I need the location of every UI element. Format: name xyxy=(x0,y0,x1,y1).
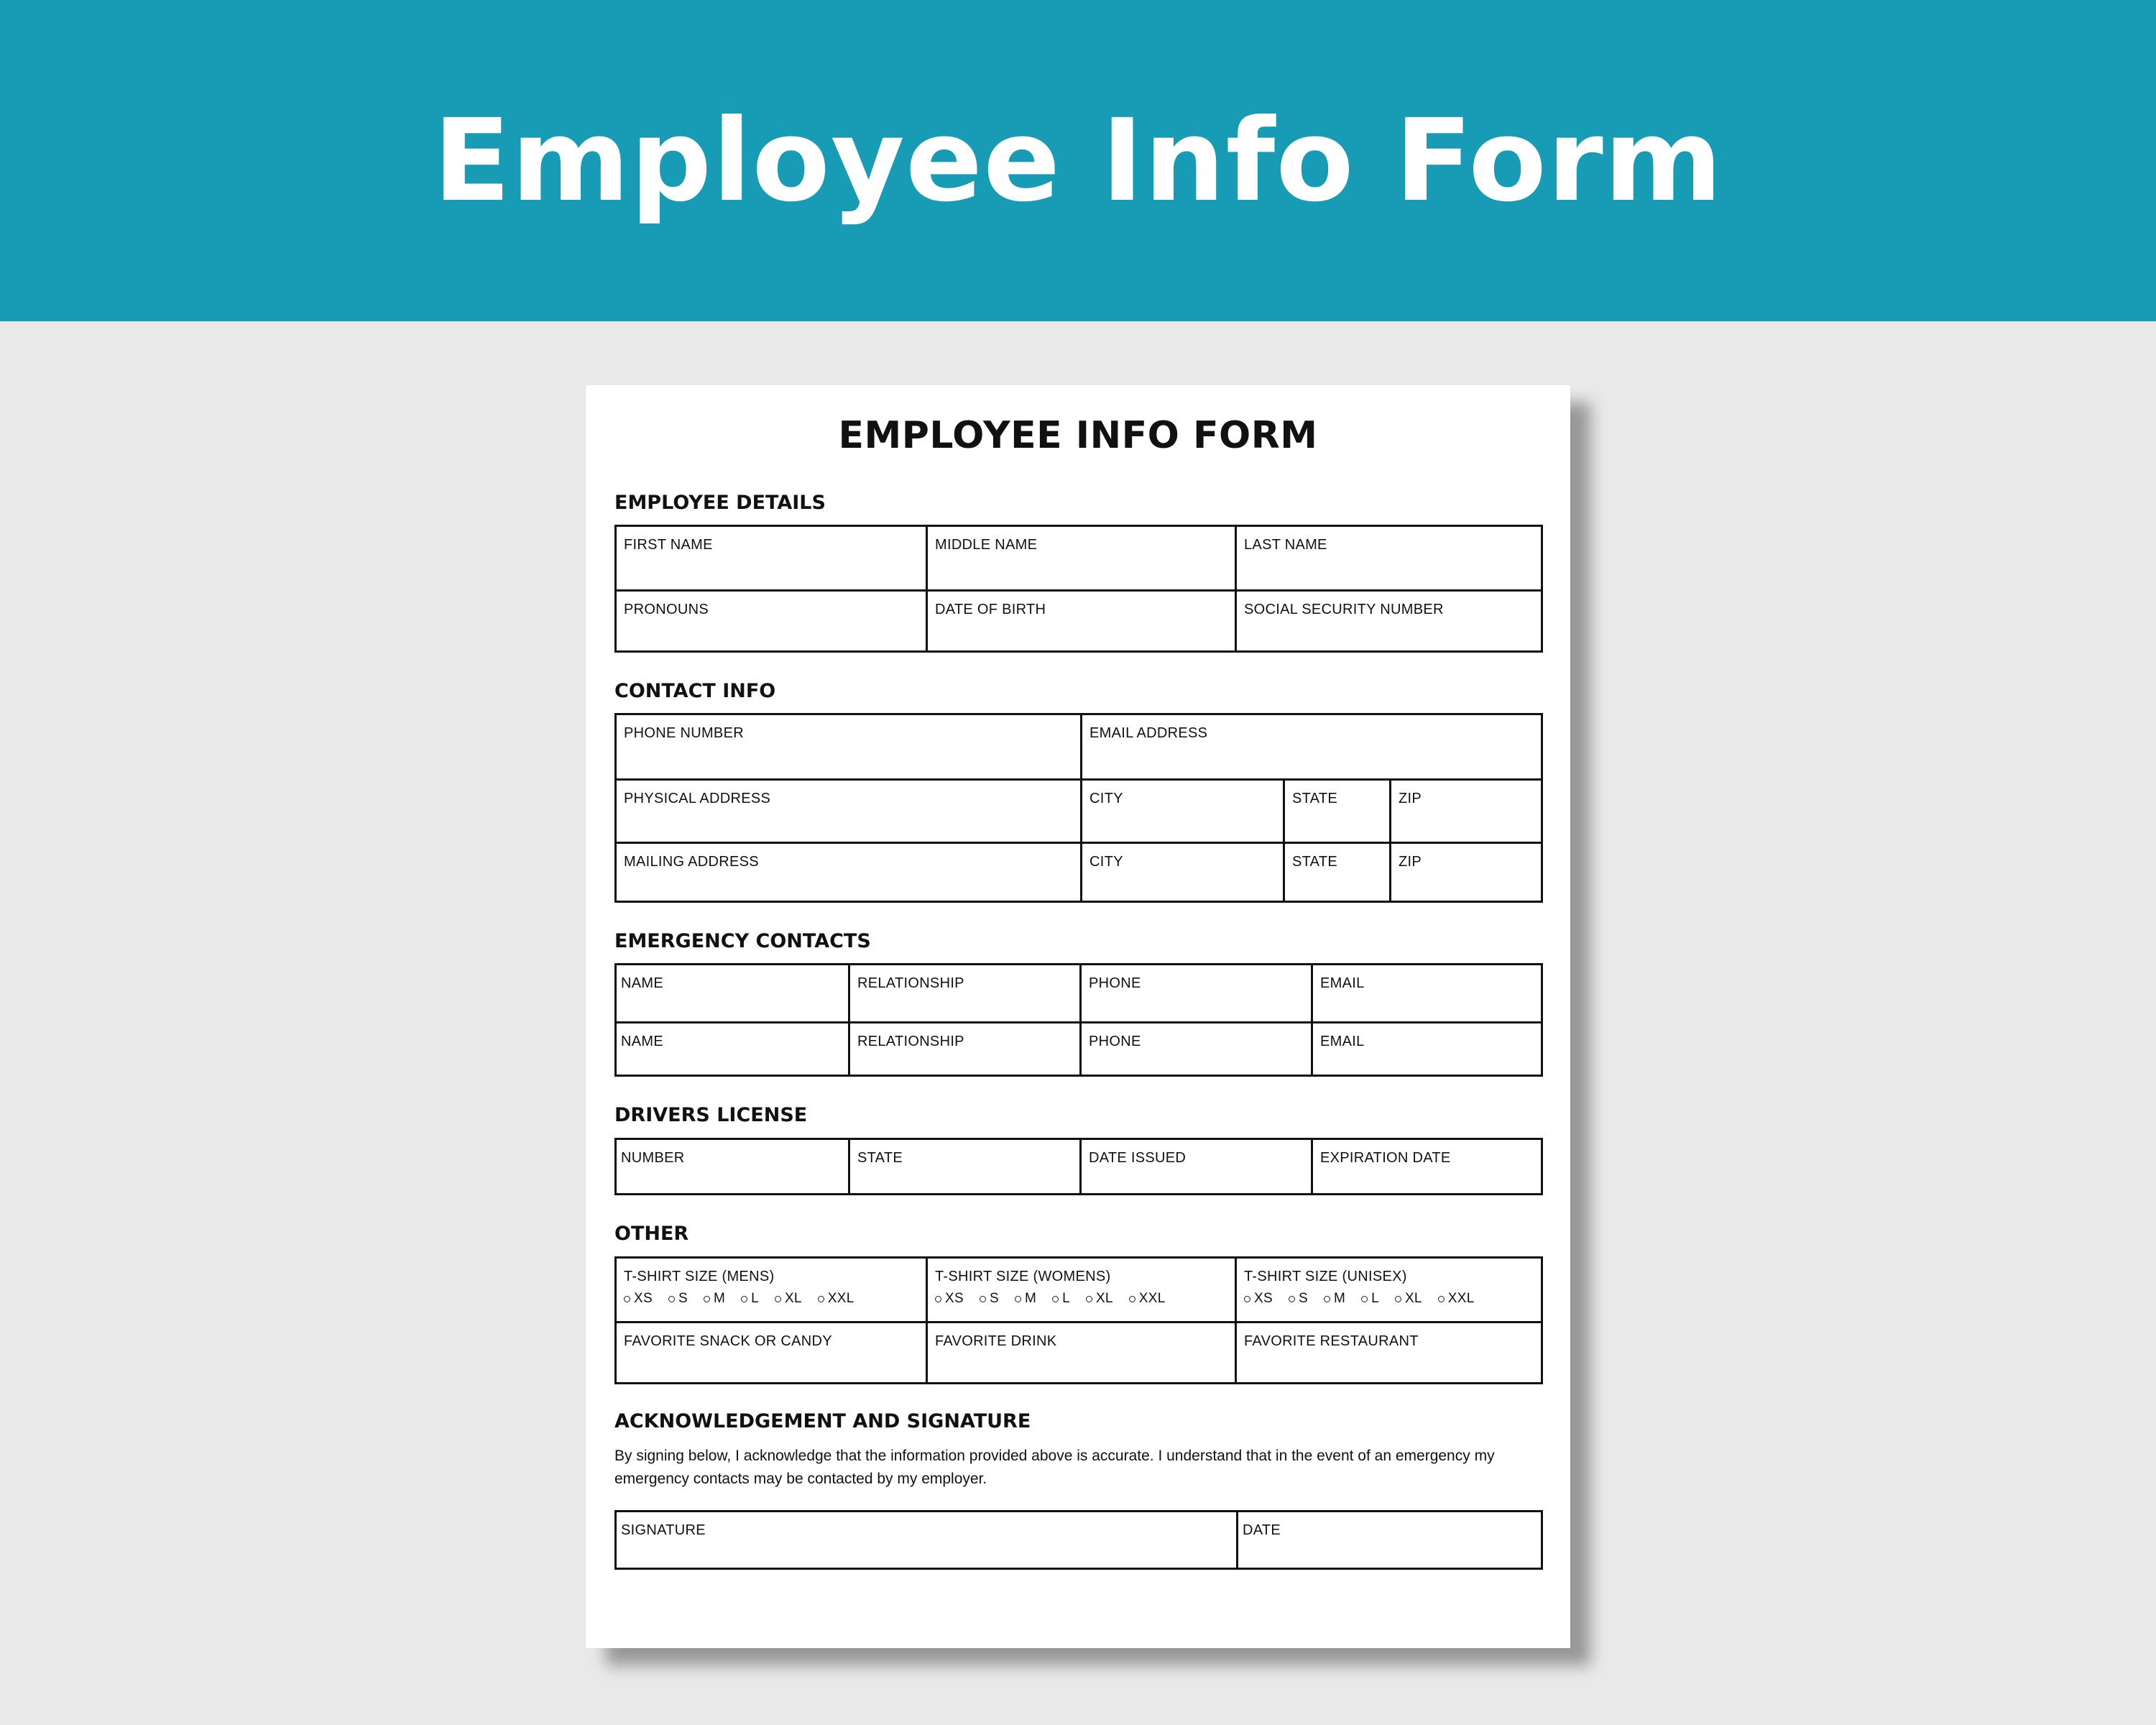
field-label: RELATIONSHIP xyxy=(857,975,964,991)
emergency-relationship-field[interactable] xyxy=(848,1024,1079,1077)
field-label: MIDDLE NAME xyxy=(935,537,1038,553)
physical-state-field[interactable] xyxy=(1283,781,1389,842)
section-heading-other: OTHER xyxy=(614,1223,689,1245)
size-option[interactable] xyxy=(668,1291,688,1307)
section-heading-emergency-contacts: EMERGENCY CONTACTS xyxy=(614,930,871,952)
field-label: PHONE xyxy=(1089,975,1141,991)
emergency-name-field[interactable] xyxy=(617,1024,848,1077)
size-label: M xyxy=(1024,1291,1037,1306)
field-label: DATE ISSUED xyxy=(1089,1150,1187,1166)
field-label: RELATIONSHIP xyxy=(857,1034,964,1049)
field-label: T-SHIRT SIZE (MENS) xyxy=(624,1269,775,1284)
field-label: PHONE NUMBER xyxy=(624,725,744,741)
section-heading-acknowledgement: ACKNOWLEDGEMENT AND SIGNATURE xyxy=(614,1410,1031,1432)
radio-icon[interactable] xyxy=(1244,1296,1250,1302)
field-label: EMAIL xyxy=(1320,1034,1365,1049)
emergency-phone-field[interactable] xyxy=(1079,1024,1311,1077)
size-label: XS xyxy=(945,1291,964,1306)
banner-title: Employee Info Form xyxy=(433,94,1723,227)
field-label: T-SHIRT SIZE (UNISEX) xyxy=(1244,1269,1407,1284)
size-option[interactable] xyxy=(1324,1291,1345,1307)
size-options xyxy=(1244,1291,1534,1307)
emergency-email-field[interactable] xyxy=(1311,965,1541,1021)
table-row xyxy=(617,965,1541,1021)
radio-icon[interactable] xyxy=(1289,1296,1295,1302)
table-row xyxy=(617,527,1541,589)
size-option[interactable] xyxy=(935,1291,964,1307)
table-row xyxy=(617,715,1541,778)
size-option[interactable] xyxy=(1361,1291,1379,1307)
emergency-email-field[interactable] xyxy=(1311,1024,1541,1077)
drivers-license-table xyxy=(614,1138,1543,1195)
radio-icon[interactable] xyxy=(980,1296,986,1302)
size-label: S xyxy=(1298,1291,1308,1306)
size-label: XS xyxy=(1254,1291,1273,1306)
acknowledgement-text: By signing below, I acknowledge that the information provided above is accurate. I understand that in the event of an emergency my emergency contacts may be contacted by my employer. xyxy=(614,1448,1495,1487)
field-label: FIRST NAME xyxy=(624,537,713,553)
favorite-snack-field[interactable] xyxy=(617,1323,926,1384)
section-heading-employee-details: EMPLOYEE DETAILS xyxy=(614,492,826,514)
radio-icon[interactable] xyxy=(704,1296,710,1302)
size-label: XXL xyxy=(1447,1291,1475,1306)
field-label: PRONOUNS xyxy=(624,602,709,617)
mailing-city-field[interactable] xyxy=(1080,844,1283,903)
size-label: XL xyxy=(784,1291,802,1306)
table-row xyxy=(617,1021,1541,1077)
phone-number-field[interactable] xyxy=(617,715,1080,778)
form-title: EMPLOYEE INFO FORM xyxy=(838,414,1318,457)
size-label: M xyxy=(1333,1291,1346,1306)
field-label: FAVORITE SNACK OR CANDY xyxy=(624,1333,832,1349)
emergency-phone-field[interactable] xyxy=(1079,965,1311,1021)
contact-info-table xyxy=(614,713,1543,903)
size-option[interactable] xyxy=(775,1291,802,1307)
radio-icon[interactable] xyxy=(741,1296,747,1302)
field-label: T-SHIRT SIZE (WOMENS) xyxy=(935,1269,1111,1284)
table-row xyxy=(617,1140,1541,1195)
section-heading-contact-info: CONTACT INFO xyxy=(614,680,776,702)
physical-city-field[interactable] xyxy=(1080,781,1283,842)
last-name-field[interactable] xyxy=(1235,527,1541,589)
field-label: SIGNATURE xyxy=(621,1522,706,1538)
emergency-contacts-table xyxy=(614,963,1543,1077)
radio-icon[interactable] xyxy=(1395,1296,1401,1302)
field-label: DATE xyxy=(1243,1522,1281,1538)
size-option[interactable] xyxy=(741,1291,759,1307)
field-label: NAME xyxy=(621,1034,663,1049)
size-option[interactable] xyxy=(1052,1291,1070,1307)
field-label: EMAIL ADDRESS xyxy=(1089,725,1208,741)
signature-date-field[interactable] xyxy=(1236,1512,1541,1570)
field-label: SOCIAL SECURITY NUMBER xyxy=(1244,602,1444,617)
emergency-relationship-field[interactable] xyxy=(848,965,1079,1021)
size-option[interactable] xyxy=(980,1291,999,1307)
field-label: LAST NAME xyxy=(1244,537,1327,553)
size-options xyxy=(935,1291,1227,1307)
license-date-issued-field[interactable] xyxy=(1079,1140,1311,1195)
size-option[interactable] xyxy=(1086,1291,1113,1307)
license-number-field[interactable] xyxy=(617,1140,848,1195)
field-label: CITY xyxy=(1089,791,1123,806)
date-of-birth-field[interactable] xyxy=(926,592,1235,653)
field-label: CITY xyxy=(1089,854,1123,870)
radio-icon[interactable] xyxy=(624,1296,630,1302)
size-options xyxy=(624,1291,918,1307)
tshirt-size-unisex-field[interactable] xyxy=(1235,1259,1541,1321)
radio-icon[interactable] xyxy=(1438,1296,1445,1302)
size-label: S xyxy=(989,1291,999,1306)
table-row xyxy=(617,1321,1541,1384)
radio-icon[interactable] xyxy=(818,1296,824,1302)
header-banner xyxy=(0,0,2156,321)
license-state-field[interactable] xyxy=(848,1140,1079,1195)
size-option[interactable] xyxy=(1244,1291,1273,1307)
first-name-field[interactable] xyxy=(617,527,926,589)
pronouns-field[interactable] xyxy=(617,592,926,653)
size-option[interactable] xyxy=(624,1291,653,1307)
physical-address-field[interactable] xyxy=(617,781,1080,842)
size-option[interactable] xyxy=(704,1291,725,1307)
field-label: EXPIRATION DATE xyxy=(1320,1150,1451,1166)
size-option[interactable] xyxy=(1129,1291,1166,1307)
other-table xyxy=(614,1256,1543,1384)
mailing-state-field[interactable] xyxy=(1283,844,1389,903)
size-label: S xyxy=(678,1291,688,1306)
signature-field[interactable] xyxy=(617,1512,1236,1570)
size-option[interactable] xyxy=(1289,1291,1308,1307)
table-row xyxy=(617,1512,1541,1570)
radio-icon[interactable] xyxy=(1129,1296,1135,1302)
mailing-address-field[interactable] xyxy=(617,844,1080,903)
field-label: MAILING ADDRESS xyxy=(624,854,759,870)
table-row xyxy=(617,589,1541,653)
section-heading-drivers-license: DRIVERS LICENSE xyxy=(614,1104,808,1126)
size-label: L xyxy=(751,1291,759,1306)
radio-icon[interactable] xyxy=(1052,1296,1059,1302)
radio-icon[interactable] xyxy=(1361,1296,1368,1302)
field-label: STATE xyxy=(1292,854,1337,870)
field-label: NAME xyxy=(621,975,663,991)
field-label: PHONE xyxy=(1089,1034,1141,1049)
field-label: NUMBER xyxy=(621,1150,685,1166)
radio-icon[interactable] xyxy=(1015,1296,1021,1302)
tshirt-size-womens-field[interactable] xyxy=(926,1259,1235,1321)
size-label: XS xyxy=(634,1291,653,1306)
radio-icon[interactable] xyxy=(1324,1296,1330,1302)
size-label: XL xyxy=(1404,1291,1422,1306)
table-row xyxy=(617,778,1541,842)
size-option[interactable] xyxy=(1015,1291,1036,1307)
field-label: DATE OF BIRTH xyxy=(935,602,1046,617)
radio-icon[interactable] xyxy=(935,1296,941,1302)
emergency-name-field[interactable] xyxy=(617,965,848,1021)
size-option[interactable] xyxy=(818,1291,854,1307)
favorite-drink-field[interactable] xyxy=(926,1323,1235,1384)
field-label: ZIP xyxy=(1399,791,1422,806)
employee-details-table xyxy=(614,525,1543,653)
field-label: FAVORITE DRINK xyxy=(935,1333,1057,1349)
table-row xyxy=(617,842,1541,903)
radio-icon[interactable] xyxy=(1086,1296,1092,1302)
mailing-zip-field[interactable] xyxy=(1389,844,1541,903)
field-label: STATE xyxy=(857,1150,903,1166)
signature-table xyxy=(614,1510,1543,1570)
field-label: EMAIL xyxy=(1320,975,1365,991)
field-label: PHYSICAL ADDRESS xyxy=(624,791,771,806)
size-label: XL xyxy=(1095,1291,1113,1306)
tshirt-size-mens-field[interactable] xyxy=(617,1259,926,1321)
field-label: STATE xyxy=(1292,791,1337,806)
radio-icon[interactable] xyxy=(775,1296,781,1302)
size-label: L xyxy=(1062,1291,1070,1306)
favorite-restaurant-field[interactable] xyxy=(1235,1323,1541,1384)
size-label: XXL xyxy=(827,1291,854,1306)
email-address-field[interactable] xyxy=(1080,715,1541,778)
table-row xyxy=(617,1259,1541,1321)
form-sheet xyxy=(586,385,1570,1648)
middle-name-field[interactable] xyxy=(926,527,1235,589)
size-option[interactable] xyxy=(1395,1291,1422,1307)
ssn-field[interactable] xyxy=(1235,592,1541,653)
license-expiration-field[interactable] xyxy=(1311,1140,1541,1195)
field-label: ZIP xyxy=(1399,854,1422,870)
size-option[interactable] xyxy=(1438,1291,1475,1307)
size-label: M xyxy=(713,1291,726,1306)
size-label: XXL xyxy=(1138,1291,1166,1306)
physical-zip-field[interactable] xyxy=(1389,781,1541,842)
field-label: FAVORITE RESTAURANT xyxy=(1244,1333,1419,1349)
size-label: L xyxy=(1371,1291,1379,1306)
radio-icon[interactable] xyxy=(668,1296,675,1302)
